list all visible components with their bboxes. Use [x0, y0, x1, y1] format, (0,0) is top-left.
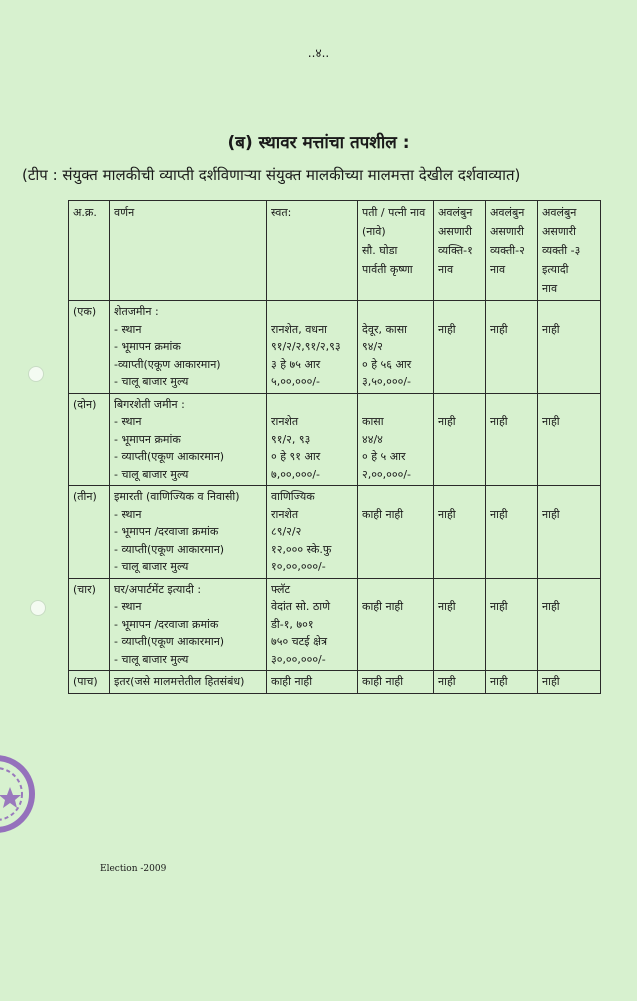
header-line: सौ. घोडा — [362, 244, 398, 257]
cell-line: ० हे ५६ आर — [362, 357, 412, 371]
cell-line: नाही — [490, 600, 508, 613]
cell-line: फ्लॅट — [271, 582, 291, 596]
cell-line: नाही — [542, 600, 560, 613]
cell-line: - चालू बाजार मुल्य — [114, 652, 189, 666]
cell-line: -व्याप्ती(एकूण आकारमान) — [114, 357, 221, 371]
header-spouse — [358, 201, 434, 301]
cell-line: इमारती (वाणिज्यिक व निवासी) — [114, 490, 240, 503]
cell-line: नाही — [542, 322, 560, 336]
cell-line: - चालू बाजार मुल्य — [114, 467, 189, 481]
header-line: नाव — [438, 263, 454, 276]
cell-dependent-2 — [486, 393, 538, 486]
cell-line: नाही — [542, 415, 560, 428]
header-line: व्यक्ती -३ — [542, 244, 581, 257]
table-header-row — [69, 201, 601, 301]
header-line: असणारी — [542, 225, 576, 238]
cell-dependent-2 — [486, 301, 538, 394]
header-line: नाव — [542, 282, 558, 295]
cell-line: रानशेत, वधना — [271, 322, 328, 336]
cell-sr: (तीन) — [69, 486, 110, 579]
cell-line: रानशेत — [271, 507, 299, 521]
cell-line — [271, 396, 353, 414]
cell-line: काही नाही — [362, 675, 404, 688]
cell-line: - स्थान — [114, 507, 142, 521]
cell-line: - स्थान — [114, 600, 142, 613]
note-text: (टीप : संयुक्त मालकीची व्याप्ती दर्शविणाऱ्या संयुक्त मालकीच्या मालमत्ता देखील दर्शवाव्यात) — [22, 166, 521, 184]
cell-description — [110, 671, 267, 694]
cell-line: काही नाही — [362, 507, 404, 521]
section-title: (ब) स्थावर मत्तांचा तपशील : — [227, 133, 410, 153]
cell-sr: (चार) — [69, 578, 110, 671]
table-row — [69, 301, 601, 394]
cell-sr: (दोन) — [69, 393, 110, 486]
cell-line — [271, 303, 353, 321]
cell-line: ९१/२, ९३ — [271, 432, 311, 446]
cell-line: - भूमापन क्रमांक — [114, 340, 181, 353]
header-sr: अ.क्र. — [69, 201, 110, 301]
cell-dependent-1 — [434, 393, 486, 486]
cell-line: ९१/२/२,९१/२,९३ — [271, 340, 341, 353]
header-self: स्वत: — [267, 201, 358, 301]
page-number: ..४.. — [307, 46, 330, 60]
header-dependent-2 — [486, 201, 538, 301]
cell-line: काही नाही — [271, 675, 313, 688]
table-row — [69, 393, 601, 486]
header-dependent-1 — [434, 201, 486, 301]
cell-spouse — [358, 671, 434, 694]
header-line: इत्यादी — [542, 263, 569, 276]
header-line: नाव — [490, 263, 506, 276]
cell-line: - व्याप्ती(एकूण आकारमान) — [114, 450, 225, 463]
cell-dependent-3 — [538, 393, 601, 486]
cell-line: वाणिज्यिक — [271, 490, 315, 503]
cell-line: ३,५०,०००/- — [362, 375, 411, 388]
cell-line: वेदांत सो. ठाणे — [271, 600, 331, 613]
cell-line: नाही — [438, 600, 456, 613]
cell-line: ७५० चटई क्षेत्र — [271, 635, 328, 648]
punch-hole — [30, 600, 46, 616]
footer-text: Election -2009 — [100, 864, 167, 874]
cell-dependent-1 — [434, 578, 486, 671]
cell-line: नाही — [490, 322, 508, 336]
cell-spouse — [358, 578, 434, 671]
cell-spouse — [358, 393, 434, 486]
cell-line: - स्थान — [114, 322, 142, 336]
header-line: अवलंबुन — [542, 206, 577, 219]
cell-sr: (एक) — [69, 301, 110, 394]
cell-line — [362, 581, 429, 599]
header-line: अवलंबुन — [490, 206, 525, 219]
cell-spouse — [358, 486, 434, 579]
cell-self — [267, 578, 358, 671]
cell-description — [110, 393, 267, 486]
table-row — [69, 578, 601, 671]
cell-line: ३ हे ७५ आर — [271, 357, 321, 371]
cell-line: ८९/२/२ — [271, 525, 302, 538]
cell-dependent-3 — [538, 486, 601, 579]
cell-line: रानशेत — [271, 415, 299, 428]
header-line: असणारी — [438, 225, 472, 238]
cell-line: ५,००,०००/- — [271, 375, 320, 388]
cell-description — [110, 578, 267, 671]
cell-self — [267, 393, 358, 486]
cell-line: घर/अपार्टमेंट इत्यादी : — [114, 582, 202, 596]
cell-line: नाही — [438, 507, 456, 521]
cell-line: नाही — [490, 507, 508, 521]
cell-line: कासा — [362, 415, 384, 428]
header-line: असणारी — [490, 225, 524, 238]
cell-line: ० हे ९१ आर — [271, 450, 321, 463]
cell-dependent-1 — [434, 301, 486, 394]
cell-line: - व्याप्ती(एकूण आकारमान) — [114, 542, 225, 556]
cell-self — [267, 671, 358, 694]
cell-line: - चालू बाजार मुल्य — [114, 375, 189, 388]
cell-line: नाही — [490, 415, 508, 428]
cell-line: ७,००,०००/- — [271, 467, 320, 481]
cell-line — [362, 303, 429, 321]
header-line: पार्वती कृष्णा — [362, 263, 413, 276]
cell-line: ० हे ५ आर — [362, 450, 406, 463]
cell-line: डी-१, ७०१ — [271, 617, 314, 631]
cell-line: - भूमापन /दरवाजा क्रमांक — [114, 617, 219, 631]
cell-line: - भूमापन क्रमांक — [114, 432, 181, 446]
cell-line: ३०,००,०००/- — [271, 652, 326, 666]
cell-line: १०,००,०००/- — [271, 560, 326, 573]
table-row — [69, 671, 601, 694]
cell-dependent-2: नाही — [486, 671, 538, 694]
header-line: व्यक्ती-२ — [490, 244, 525, 257]
cell-line: २,००,०००/- — [362, 467, 411, 481]
header-line: अवलंबुन — [438, 206, 473, 219]
cell-line: नाही — [438, 415, 456, 428]
cell-line: नाही — [438, 322, 456, 336]
cell-description — [110, 301, 267, 394]
cell-dependent-3 — [538, 578, 601, 671]
cell-line — [362, 396, 429, 414]
cell-line: शेतजमीन : — [114, 305, 159, 318]
cell-self — [267, 301, 358, 394]
cell-sr: (पाच) — [69, 671, 110, 694]
cell-line: - चालू बाजार मुल्य — [114, 560, 189, 573]
cell-dependent-2 — [486, 486, 538, 579]
cell-self — [267, 486, 358, 579]
cell-line: १२,००० स्के.फु — [271, 542, 332, 556]
cell-line: - स्थान — [114, 415, 142, 428]
cell-line: - व्याप्ती(एकूण आकारमान) — [114, 635, 225, 648]
header-line: व्यक्ति-१ — [438, 244, 473, 257]
cell-line: काही नाही — [362, 600, 404, 613]
header-description: वर्णन — [110, 201, 267, 301]
header-dependent-3 — [538, 201, 601, 301]
cell-line: इतर(जसे मालमत्तेतील हितसंबंध) — [114, 675, 245, 688]
cell-dependent-1 — [434, 486, 486, 579]
cell-description — [110, 486, 267, 579]
stamp-seal-icon — [0, 755, 44, 833]
punch-hole — [28, 366, 44, 382]
cell-dependent-2 — [486, 578, 538, 671]
cell-line: बिगरशेती जमीन : — [114, 397, 185, 411]
cell-line: ४४/४ — [362, 432, 383, 446]
cell-dependent-3 — [538, 301, 601, 394]
cell-dependent-1: नाही — [434, 671, 486, 694]
header-line: (नावे) — [362, 225, 386, 238]
cell-line: नाही — [542, 507, 560, 521]
immovable-assets-table — [68, 200, 601, 694]
cell-dependent-3: नाही — [538, 671, 601, 694]
header-line: पती / पत्नी नाव — [362, 206, 426, 219]
cell-line: - भूमापन /दरवाजा क्रमांक — [114, 525, 219, 538]
cell-line: देवूर, कासा — [362, 322, 408, 336]
table-row — [69, 486, 601, 579]
cell-line: ९४/२ — [362, 340, 383, 353]
cell-spouse — [358, 301, 434, 394]
